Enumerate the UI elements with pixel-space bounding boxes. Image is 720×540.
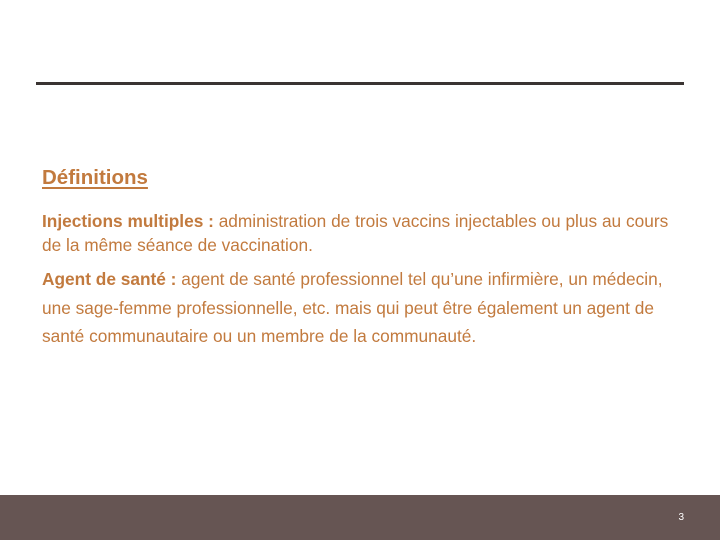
slide-heading: Définitions [42,166,148,189]
footer-bar [0,495,720,540]
definition-text: administration de trois vaccins injectables ou plus au cours de la même séance de vaccination. [42,211,669,255]
slide-content [42,163,682,351]
page-number: 3 [678,512,684,523]
header-divider [36,82,684,85]
definition-multiple-injections [42,209,682,257]
definition-health-worker [42,265,682,351]
definition-term: Agent de santé : [42,269,177,289]
definition-term: Injections multiples : [42,211,214,231]
definition-text: agent de santé professionnel tel qu’une infirmière, un médecin, une sage-femme professionnelle, etc. mais qui peut être également un agent de santé communautaire ou un membre de la communauté. [42,269,663,346]
